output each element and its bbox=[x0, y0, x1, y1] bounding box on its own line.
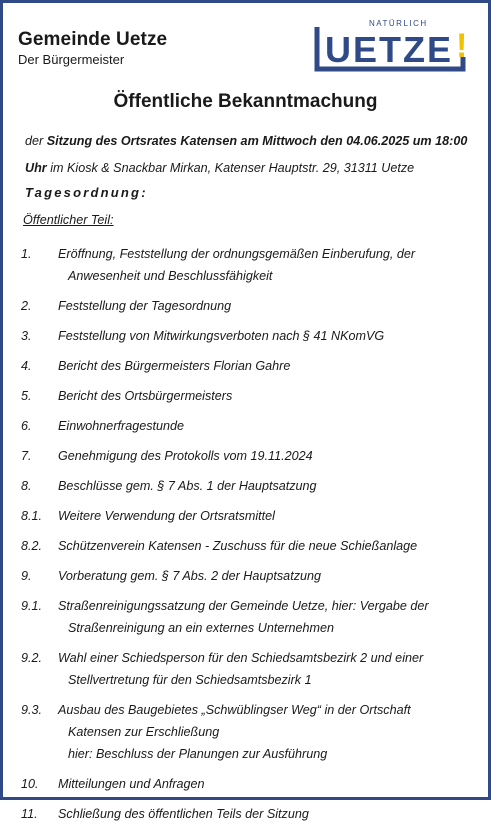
meeting-intro bbox=[25, 128, 472, 182]
item-text: Ausbau des Baugebietes „Schwüblingser Weg“ in der Ortschaft bbox=[58, 703, 411, 717]
item-text: Mitteilungen und Anfragen bbox=[58, 777, 205, 791]
item-text: Weitere Verwendung der Ortsratsmittel bbox=[58, 509, 275, 523]
item-text-continued: Stellvertretung für den Schiedsamtsbezirk 1 bbox=[68, 673, 312, 687]
item-number: 5. bbox=[21, 389, 32, 403]
logo-tagline: NATÜRLICH bbox=[369, 19, 428, 28]
intro-lead: der bbox=[25, 134, 47, 148]
item-text: Bericht des Ortsbürgermeisters bbox=[58, 389, 233, 403]
agenda-item bbox=[21, 385, 483, 407]
item-text: Eröffnung, Feststellung der ordnungsgemäßen Einberufung, der bbox=[58, 247, 416, 261]
logo-wordmark: UETZE bbox=[325, 29, 454, 70]
agenda-item bbox=[21, 647, 483, 691]
agenda-item bbox=[21, 565, 483, 587]
item-text: Wahl einer Schiedsperson für den Schiedsamtsbezirk 2 und einer bbox=[58, 651, 424, 665]
item-text: Vorberatung gem. § 7 Abs. 2 der Hauptsatzung bbox=[58, 569, 321, 583]
notice-title: Öffentliche Bekanntmachung bbox=[113, 91, 378, 112]
item-text-continued: Katensen zur Erschließung bbox=[68, 725, 220, 739]
agenda-item bbox=[21, 355, 483, 377]
agenda-item bbox=[21, 445, 483, 467]
item-number: 2. bbox=[21, 299, 32, 313]
uetze-logo bbox=[313, 17, 473, 75]
agenda-item bbox=[21, 505, 483, 527]
org-name: Gemeinde Uetze bbox=[18, 29, 168, 50]
agenda-item bbox=[21, 295, 483, 317]
item-number: 9.3. bbox=[21, 703, 43, 717]
item-number: 9. bbox=[21, 569, 32, 583]
agenda-item bbox=[21, 773, 483, 795]
item-number: 7. bbox=[21, 449, 32, 463]
item-text: Feststellung der Tagesordnung bbox=[58, 299, 232, 313]
logo-exclamation: ! bbox=[456, 27, 468, 65]
item-number: 11. bbox=[21, 807, 38, 821]
intro-location: im Kiosk & Snackbar Mirkan, Katenser Hauptstr. 29, 31311 Uetze bbox=[46, 161, 415, 175]
item-text: Beschlüsse gem. § 7 Abs. 1 der Hauptsatzung bbox=[58, 479, 317, 493]
item-text: Bericht des Bürgermeisters Florian Gahre bbox=[58, 359, 291, 373]
agenda-item bbox=[21, 803, 483, 825]
agenda-item bbox=[21, 325, 483, 347]
item-text: Schließung des öffentlichen Teils der Sitzung bbox=[58, 807, 309, 821]
item-number: 9.1. bbox=[21, 599, 43, 613]
agenda-heading: Tagesordnung: bbox=[25, 185, 148, 200]
public-part-heading: Öffentlicher Teil: bbox=[23, 213, 114, 227]
org-subtitle: Der Bürgermeister bbox=[18, 52, 125, 67]
item-text: Straßenreinigungssatzung der Gemeinde Uetze, hier: Vergabe der bbox=[58, 599, 429, 613]
agenda-item bbox=[21, 243, 483, 287]
agenda-list bbox=[21, 243, 483, 833]
item-text: Genehmigung des Protokolls vom 19.11.2024 bbox=[58, 449, 313, 463]
item-number: 6. bbox=[21, 419, 32, 433]
item-text: Feststellung von Mitwirkungsverboten nach § 41 NKomVG bbox=[58, 329, 385, 343]
intro-meeting-details: Sitzung des Ortsrates Katensen am Mittwoch den 04.06.2025 um 18:00 Uhr bbox=[25, 134, 468, 175]
agenda-item bbox=[21, 535, 483, 557]
item-number: 9.2. bbox=[21, 651, 43, 665]
item-text: Einwohnerfragestunde bbox=[58, 419, 185, 433]
agenda-item bbox=[21, 595, 483, 639]
item-number: 8. bbox=[21, 479, 32, 493]
item-number: 10. bbox=[21, 777, 39, 791]
item-number: 4. bbox=[21, 359, 32, 373]
item-text-continued: Anwesenheit und Beschlussfähigkeit bbox=[68, 269, 273, 283]
item-text: Schützenverein Katensen - Zuschuss für die neue Schießanlage bbox=[58, 539, 418, 553]
header bbox=[18, 29, 167, 67]
item-number: 8.2. bbox=[21, 539, 43, 553]
agenda-item bbox=[21, 699, 483, 765]
agenda-item bbox=[21, 415, 483, 437]
item-number: 1. bbox=[21, 247, 32, 261]
item-number: 8.1. bbox=[21, 509, 43, 523]
agenda-item bbox=[21, 475, 483, 497]
item-number: 3. bbox=[21, 329, 32, 343]
item-text-continued: Straßenreinigung an ein externes Unternehmen bbox=[68, 621, 335, 635]
item-text-continued: hier: Beschluss der Planungen zur Ausführung bbox=[68, 747, 328, 761]
